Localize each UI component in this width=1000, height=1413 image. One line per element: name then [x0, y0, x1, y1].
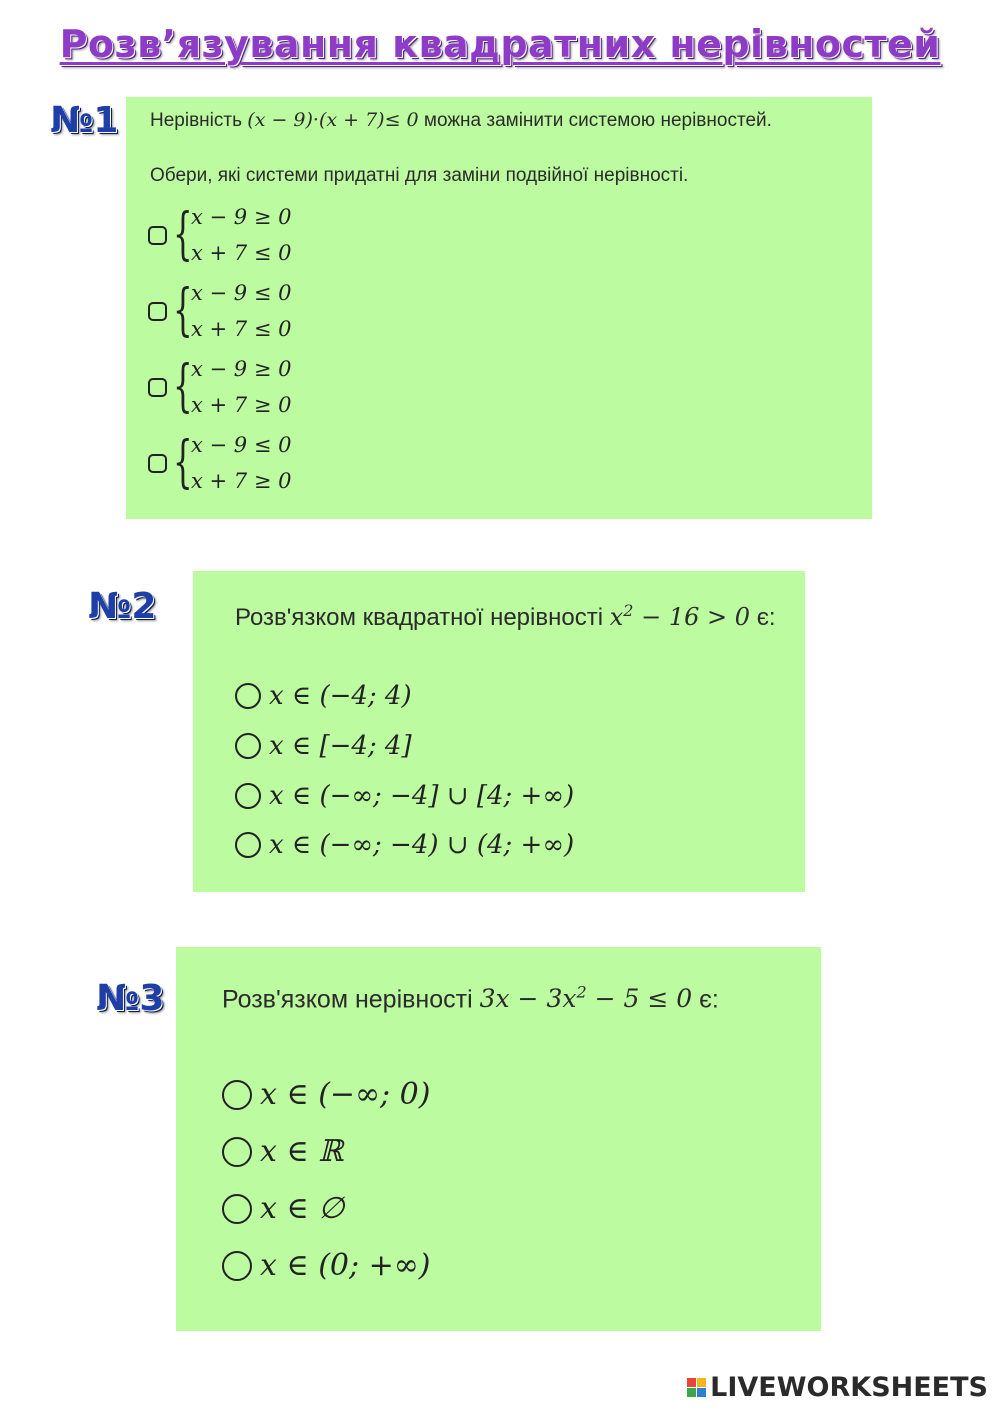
question-2-prompt: [235, 601, 776, 632]
system-line: x + 7 ≥ 0: [191, 393, 292, 417]
option-label: x ∈ (−4; 4): [269, 681, 412, 711]
question-2-option-1[interactable]: [235, 681, 412, 711]
expr-exponent: 2: [576, 983, 587, 1002]
question-2-card: [193, 571, 805, 892]
radio-button[interactable]: [235, 832, 261, 858]
question-2-option-2[interactable]: [235, 731, 412, 761]
question-3-prompt: [222, 983, 719, 1014]
question-1-expression: (x − 9)·(x + 7)≤ 0: [247, 109, 419, 131]
brace-icon: {: [173, 202, 193, 267]
question-2-option-4[interactable]: [235, 830, 574, 860]
brace-icon: {: [173, 354, 193, 419]
radio-button[interactable]: [222, 1080, 252, 1110]
expr-exponent: 2: [623, 601, 634, 620]
brace-icon: {: [173, 278, 193, 343]
option-label: x ∈ (−∞; 0): [260, 1077, 431, 1112]
option-label: x ∈ (−∞; −4] ∪ [4; +∞): [269, 781, 575, 811]
radio-button[interactable]: [235, 783, 261, 809]
radio-button[interactable]: [222, 1251, 252, 1281]
question-3-text-post: є:: [699, 985, 719, 1014]
question-1-text-pre: Нерівність: [150, 110, 242, 131]
question-1-card: [126, 97, 872, 519]
expr-part: 3x − 3x: [479, 984, 577, 1014]
question-1-option-4[interactable]: [148, 431, 291, 495]
liveworksheets-logo: [687, 1372, 988, 1403]
question-1-option-1[interactable]: [148, 203, 291, 267]
system-line: x + 7 ≥ 0: [191, 469, 292, 493]
question-2-text-post: є:: [756, 604, 776, 631]
question-1-number: №1: [50, 100, 119, 141]
checkbox[interactable]: [148, 454, 167, 473]
option-label: x ∈ (−∞; −4) ∪ (4; +∞): [269, 830, 575, 860]
logo-text: LIVEWORKSHEETS: [710, 1372, 988, 1403]
question-3-option-2[interactable]: [222, 1134, 343, 1169]
worksheet-title: Розв’язування квадратних нерівностей: [59, 22, 941, 66]
question-1-option-3[interactable]: [148, 355, 291, 419]
checkbox[interactable]: [148, 302, 167, 321]
question-2-option-3[interactable]: [235, 781, 574, 811]
question-2-text-pre: Розв'язком квадратної нерівності: [235, 604, 604, 631]
option-label: x ∈ ℝ: [260, 1134, 344, 1169]
expr-rest: − 16 > 0: [641, 603, 751, 631]
system-line: x + 7 ≤ 0: [191, 317, 292, 341]
radio-button[interactable]: [235, 683, 261, 709]
question-3-card: [176, 947, 821, 1331]
question-1-text-post: можна замінити системою нерівностей.: [423, 110, 772, 131]
radio-button[interactable]: [222, 1137, 252, 1167]
radio-button[interactable]: [222, 1194, 252, 1224]
question-3-expression: [480, 984, 693, 1013]
radio-button[interactable]: [235, 733, 261, 759]
system-line: x − 9 ≤ 0: [191, 433, 292, 457]
option-label: x ∈ [−4; 4]: [269, 731, 412, 761]
system-line: x + 7 ≤ 0: [191, 241, 292, 265]
question-1-instruction: Обери, які системи придатні для заміни подвійної нерівності.: [150, 165, 689, 186]
question-2-expression: [610, 603, 750, 631]
question-3-option-3[interactable]: [222, 1191, 344, 1226]
system-line: x − 9 ≥ 0: [191, 205, 292, 229]
checkbox[interactable]: [148, 226, 167, 245]
question-2-number: №2: [88, 586, 157, 627]
question-1-option-2[interactable]: [148, 279, 291, 343]
expr-base: x: [609, 603, 624, 631]
system-line: x − 9 ≥ 0: [191, 357, 292, 381]
question-1-prompt: [150, 109, 772, 132]
question-3-text-pre: Розв'язком нерівності: [222, 985, 473, 1014]
question-3-option-1[interactable]: [222, 1077, 430, 1112]
brace-icon: {: [173, 430, 193, 495]
expr-rest: − 5 ≤ 0: [594, 984, 693, 1014]
question-3-option-4[interactable]: [222, 1248, 430, 1283]
option-label: x ∈ ∅: [260, 1191, 345, 1226]
checkbox[interactable]: [148, 378, 167, 397]
logo-icon: [687, 1378, 706, 1397]
option-label: x ∈ (0; +∞): [260, 1248, 431, 1283]
system-line: x − 9 ≤ 0: [191, 281, 292, 305]
question-3-number: №3: [96, 978, 165, 1019]
